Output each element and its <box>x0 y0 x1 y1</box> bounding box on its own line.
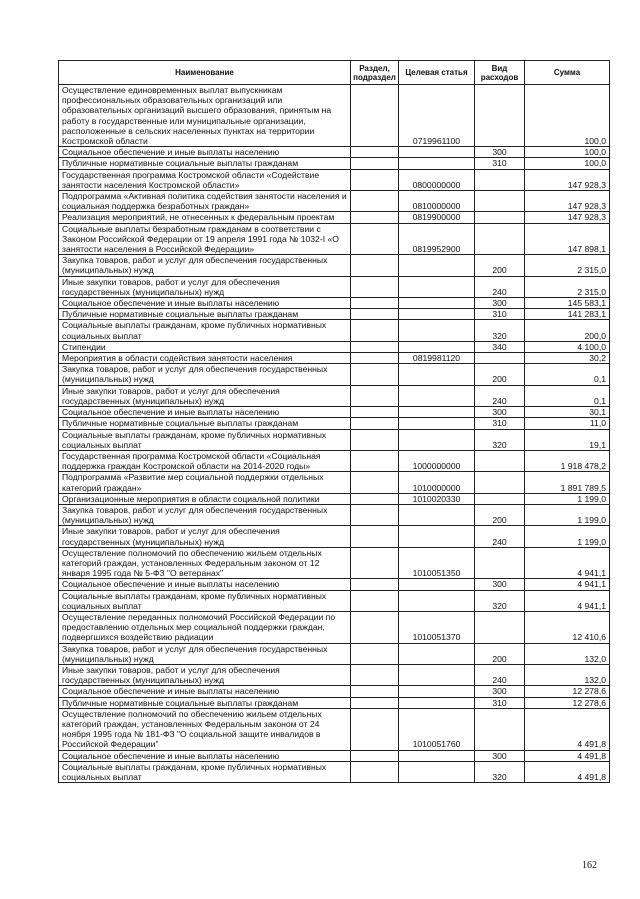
row-target <box>399 309 475 320</box>
row-name: Осуществление полномочий по обеспечению жильем отдельных категорий граждан, установленных Федеральным законом от 12 января 1995 года № 5-ФЗ "О ветеранах" <box>59 547 351 579</box>
row-amount: 11,0 <box>525 418 610 429</box>
row-expense-type <box>475 450 525 471</box>
row-name: Социальные выплаты гражданам, кроме публичных нормативных социальных выплат <box>59 320 351 341</box>
table-row <box>59 708 610 750</box>
row-name: Осуществление полномочий по обеспечению жильем отдельных категорий граждан, установленных Федеральным законом от 24 ноября 1995 года № 181-ФЗ "О социальной защите инвалидов в Российской Федерации" <box>59 708 351 750</box>
table-row <box>59 579 610 590</box>
row-name: Государственная программа Костромской области «Социальная поддержка граждан Костромской области на 2014-2020 годы» <box>59 450 351 471</box>
row-expense-type: 300 <box>475 750 525 761</box>
row-target: 1010000000 <box>399 472 475 493</box>
row-amount: 0,1 <box>525 385 610 406</box>
row-target: 1010020330 <box>399 493 475 504</box>
row-amount: 4 100,0 <box>525 341 610 352</box>
row-target: 0810000000 <box>399 191 475 212</box>
row-name: Закупка товаров, работ и услуг для обеспечения государственных (муниципальных) нужд <box>59 255 351 276</box>
row-expense-type: 320 <box>475 320 525 341</box>
row-target: 1010051370 <box>399 611 475 643</box>
row-expense-type <box>475 493 525 504</box>
row-target <box>399 276 475 297</box>
row-amount: 1 199,0 <box>525 526 610 547</box>
row-name: Организационные мероприятия в области социальной политики <box>59 493 351 504</box>
row-section <box>351 664 399 685</box>
row-amount: 145 583,1 <box>525 298 610 309</box>
table-row <box>59 223 610 255</box>
row-name: Публичные нормативные социальные выплаты гражданам <box>59 418 351 429</box>
row-expense-type <box>475 708 525 750</box>
row-expense-type <box>475 169 525 190</box>
row-target <box>399 418 475 429</box>
row-name: Иные закупки товаров, работ и услуг для обеспечения государственных (муниципальных) нужд <box>59 385 351 406</box>
table-row <box>59 407 610 418</box>
row-name: Подпрограмма «Развитие мер социальной поддержки отдельных категорий граждан» <box>59 472 351 493</box>
row-amount: 30,2 <box>525 353 610 364</box>
row-target <box>399 590 475 611</box>
header-name: Наименование <box>59 61 351 85</box>
row-section <box>351 643 399 664</box>
table-row <box>59 526 610 547</box>
row-name: Иные закупки товаров, работ и услуг для обеспечения государственных (муниципальных) нужд <box>59 276 351 297</box>
row-target: 1010051350 <box>399 547 475 579</box>
row-expense-type <box>475 353 525 364</box>
row-name: Закупка товаров, работ и услуг для обеспечения государственных (муниципальных) нужд <box>59 364 351 385</box>
row-expense-type <box>475 212 525 223</box>
row-section <box>351 686 399 697</box>
row-target: 0719961100 <box>399 85 475 147</box>
row-section <box>351 255 399 276</box>
table-row <box>59 504 610 525</box>
row-name: Публичные нормативные социальные выплаты гражданам <box>59 697 351 708</box>
row-target <box>399 504 475 525</box>
row-section <box>351 85 399 147</box>
row-name: Закупка товаров, работ и услуг для обеспечения государственных (муниципальных) нужд <box>59 643 351 664</box>
row-target <box>399 298 475 309</box>
row-section <box>351 158 399 169</box>
row-amount: 19,1 <box>525 429 610 450</box>
header-section: Раздел, подраздел <box>351 61 399 85</box>
row-name: Закупка товаров, работ и услуг для обеспечения государственных (муниципальных) нужд <box>59 504 351 525</box>
header-amount: Сумма <box>525 61 610 85</box>
row-amount: 4 941,1 <box>525 579 610 590</box>
row-amount: 1 918 478,2 <box>525 450 610 471</box>
row-target <box>399 407 475 418</box>
row-expense-type: 240 <box>475 276 525 297</box>
table-row <box>59 158 610 169</box>
row-name: Иные закупки товаров, работ и услуг для обеспечения государственных (муниципальных) нужд <box>59 664 351 685</box>
table-body <box>59 85 610 783</box>
row-target <box>399 364 475 385</box>
table-row <box>59 309 610 320</box>
row-amount: 4 941,1 <box>525 547 610 579</box>
row-name: Социальное обеспечение и иные выплаты населению <box>59 298 351 309</box>
row-name: Стипендии <box>59 341 351 352</box>
row-section <box>351 385 399 406</box>
row-target: 0819981120 <box>399 353 475 364</box>
row-amount: 12 410,6 <box>525 611 610 643</box>
row-target <box>399 579 475 590</box>
row-target: 0819900000 <box>399 212 475 223</box>
table-row <box>59 590 610 611</box>
budget-table <box>58 60 610 783</box>
row-name: Социальное обеспечение и иные выплаты населению <box>59 579 351 590</box>
row-amount: 132,0 <box>525 643 610 664</box>
row-target <box>399 429 475 450</box>
row-amount: 147 928,3 <box>525 169 610 190</box>
table-row <box>59 643 610 664</box>
row-expense-type: 300 <box>475 407 525 418</box>
row-expense-type: 200 <box>475 643 525 664</box>
row-expense-type: 340 <box>475 341 525 352</box>
row-section <box>351 276 399 297</box>
row-expense-type <box>475 547 525 579</box>
row-amount: 100,0 <box>525 147 610 158</box>
row-name: Государственная программа Костромской области «Содействие занятости населения Костромской области» <box>59 169 351 190</box>
table-row <box>59 276 610 297</box>
page-number: 162 <box>582 860 597 871</box>
table-row <box>59 686 610 697</box>
row-section <box>351 504 399 525</box>
row-target: 1000000000 <box>399 450 475 471</box>
row-name: Социальное обеспечение и иные выплаты населению <box>59 750 351 761</box>
row-section <box>351 611 399 643</box>
row-name: Социальное обеспечение и иные выплаты населению <box>59 686 351 697</box>
header-expense-type: Вид расходов <box>475 61 525 85</box>
table-row <box>59 761 610 782</box>
row-section <box>351 309 399 320</box>
row-name: Мероприятия в области содействия занятости населения <box>59 353 351 364</box>
row-target <box>399 664 475 685</box>
row-expense-type: 320 <box>475 429 525 450</box>
row-amount: 4 941,1 <box>525 590 610 611</box>
row-section <box>351 364 399 385</box>
row-expense-type: 300 <box>475 579 525 590</box>
row-expense-type: 300 <box>475 298 525 309</box>
row-section <box>351 147 399 158</box>
row-expense-type: 320 <box>475 761 525 782</box>
row-amount: 4 491,8 <box>525 750 610 761</box>
row-name: Социальные выплаты гражданам, кроме публичных нормативных социальных выплат <box>59 429 351 450</box>
row-amount: 147 898,1 <box>525 223 610 255</box>
row-amount: 200,0 <box>525 320 610 341</box>
row-expense-type: 200 <box>475 504 525 525</box>
row-amount: 1 891 789,5 <box>525 472 610 493</box>
table-row <box>59 353 610 364</box>
table-row <box>59 169 610 190</box>
row-expense-type: 310 <box>475 418 525 429</box>
row-section <box>351 697 399 708</box>
row-section <box>351 212 399 223</box>
row-amount: 1 199,0 <box>525 493 610 504</box>
row-target <box>399 158 475 169</box>
row-target <box>399 255 475 276</box>
row-name: Социальные выплаты гражданам, кроме публичных нормативных социальных выплат <box>59 590 351 611</box>
row-section <box>351 341 399 352</box>
row-amount: 2 315,0 <box>525 276 610 297</box>
row-section <box>351 750 399 761</box>
row-name: Социальное обеспечение и иные выплаты населению <box>59 407 351 418</box>
table-row <box>59 547 610 579</box>
row-name: Социальные выплаты безработным гражданам в соответствии с Законом Российской Федерации от 19 апреля 1991 года № 1032-I «О занятости населения в Российской Федерации» <box>59 223 351 255</box>
row-target: 1010051760 <box>399 708 475 750</box>
row-section <box>351 590 399 611</box>
row-section <box>351 169 399 190</box>
row-target <box>399 761 475 782</box>
row-expense-type: 300 <box>475 686 525 697</box>
table-row <box>59 255 610 276</box>
row-section <box>351 191 399 212</box>
row-section <box>351 472 399 493</box>
row-amount: 12 278,6 <box>525 686 610 697</box>
row-target: 0800000000 <box>399 169 475 190</box>
row-target <box>399 147 475 158</box>
row-expense-type: 310 <box>475 309 525 320</box>
row-expense-type <box>475 611 525 643</box>
row-target <box>399 320 475 341</box>
row-amount: 100,0 <box>525 158 610 169</box>
table-row <box>59 341 610 352</box>
row-target: 0819952900 <box>399 223 475 255</box>
table-row <box>59 85 610 147</box>
table-row <box>59 697 610 708</box>
row-section <box>351 353 399 364</box>
table-row <box>59 664 610 685</box>
row-name: Осуществление переданных полномочий Российской Федерации по предоставлению отдельных мер социальной поддержки граждан, подвергшихся воздействию радиации <box>59 611 351 643</box>
row-amount: 2 315,0 <box>525 255 610 276</box>
row-section <box>351 320 399 341</box>
table-row <box>59 212 610 223</box>
table-row <box>59 191 610 212</box>
table-row <box>59 385 610 406</box>
row-amount: 147 928,3 <box>525 212 610 223</box>
row-expense-type: 300 <box>475 147 525 158</box>
row-amount: 4 491,8 <box>525 761 610 782</box>
row-target <box>399 526 475 547</box>
row-target <box>399 750 475 761</box>
row-section <box>351 761 399 782</box>
row-name: Социальное обеспечение и иные выплаты населению <box>59 147 351 158</box>
row-section <box>351 298 399 309</box>
row-section <box>351 418 399 429</box>
table-row <box>59 429 610 450</box>
row-name: Публичные нормативные социальные выплаты гражданам <box>59 309 351 320</box>
row-target <box>399 341 475 352</box>
table-row <box>59 320 610 341</box>
row-amount: 141 283,1 <box>525 309 610 320</box>
row-name: Иные закупки товаров, работ и услуг для обеспечения государственных (муниципальных) нужд <box>59 526 351 547</box>
row-target <box>399 697 475 708</box>
row-section <box>351 223 399 255</box>
row-expense-type: 310 <box>475 697 525 708</box>
row-expense-type: 310 <box>475 158 525 169</box>
table-row <box>59 472 610 493</box>
row-section <box>351 579 399 590</box>
row-expense-type <box>475 85 525 147</box>
row-name: Публичные нормативные социальные выплаты гражданам <box>59 158 351 169</box>
row-section <box>351 450 399 471</box>
row-section <box>351 708 399 750</box>
table-row <box>59 611 610 643</box>
row-section <box>351 547 399 579</box>
row-amount: 12 278,6 <box>525 697 610 708</box>
table-row <box>59 750 610 761</box>
row-target <box>399 385 475 406</box>
row-expense-type <box>475 223 525 255</box>
table-header-row <box>59 61 610 85</box>
row-amount: 0,1 <box>525 364 610 385</box>
row-amount: 1 199,0 <box>525 504 610 525</box>
row-amount: 100,0 <box>525 85 610 147</box>
row-name: Подпрограмма «Активная политика содействия занятости населения и социальная поддержка безработных граждан» <box>59 191 351 212</box>
row-name: Реализация мероприятий, не отнесенных к федеральным проектам <box>59 212 351 223</box>
table-row <box>59 493 610 504</box>
table-row <box>59 147 610 158</box>
row-amount: 30,1 <box>525 407 610 418</box>
row-section <box>351 493 399 504</box>
row-expense-type: 240 <box>475 664 525 685</box>
table-row <box>59 450 610 471</box>
row-expense-type: 240 <box>475 385 525 406</box>
row-section <box>351 429 399 450</box>
table-row <box>59 298 610 309</box>
row-amount: 147 928,3 <box>525 191 610 212</box>
row-expense-type: 320 <box>475 590 525 611</box>
table-row <box>59 364 610 385</box>
row-expense-type: 200 <box>475 255 525 276</box>
row-target <box>399 643 475 664</box>
header-target: Целевая статья <box>399 61 475 85</box>
row-name: Осуществление единовременных выплат выпускникам профессиональных образовательных организаций или образовательных организаций высшего образования, принятым на работу в государственные или муниципальные организации, расположенные в сельских населенных пунктах на территории Костромской области <box>59 85 351 147</box>
row-amount: 132,0 <box>525 664 610 685</box>
row-section <box>351 407 399 418</box>
row-expense-type: 200 <box>475 364 525 385</box>
row-amount: 4 491,8 <box>525 708 610 750</box>
row-target <box>399 686 475 697</box>
row-expense-type: 240 <box>475 526 525 547</box>
row-section <box>351 526 399 547</box>
row-expense-type <box>475 191 525 212</box>
row-name: Социальные выплаты гражданам, кроме публичных нормативных социальных выплат <box>59 761 351 782</box>
table-row <box>59 418 610 429</box>
row-expense-type <box>475 472 525 493</box>
